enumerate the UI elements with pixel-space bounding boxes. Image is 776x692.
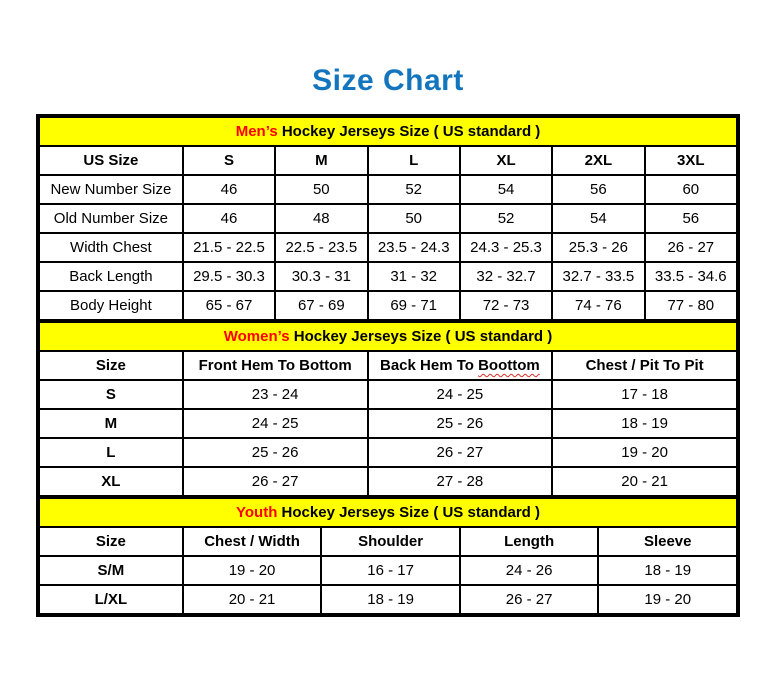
size-value-cell: 22.5 - 23.5 (275, 233, 367, 262)
size-value-cell: 46 (183, 175, 275, 204)
table-row (39, 204, 737, 233)
size-value-cell: 54 (552, 204, 644, 233)
column-header: Length (460, 527, 599, 556)
table-row (39, 262, 737, 291)
size-value-cell: 27 - 28 (368, 467, 553, 496)
size-value-cell: 33.5 - 34.6 (645, 262, 737, 291)
table-row (39, 438, 737, 467)
size-value-cell: 74 - 76 (552, 291, 644, 320)
youth-column-header-row (39, 527, 737, 556)
column-header: Sleeve (598, 527, 737, 556)
womens-size-table (38, 321, 738, 497)
table-row (39, 233, 737, 262)
column-header-misspelled (368, 351, 553, 380)
size-value-cell: 24 - 25 (368, 380, 553, 409)
size-value-cell: 25.3 - 26 (552, 233, 644, 262)
column-header: Shoulder (321, 527, 460, 556)
size-value-cell: 50 (368, 204, 460, 233)
size-value-cell: 77 - 80 (645, 291, 737, 320)
womens-section-band-row (39, 322, 737, 351)
size-chart-table (36, 114, 740, 617)
table-row (39, 175, 737, 204)
size-value-cell: 19 - 20 (183, 556, 322, 585)
row-label: Width Chest (39, 233, 183, 262)
size-value-cell: 25 - 26 (183, 438, 368, 467)
column-header: 2XL (552, 146, 644, 175)
mens-column-header-row (39, 146, 737, 175)
row-label: L (39, 438, 183, 467)
youth-section-header (39, 498, 737, 527)
mens-size-table (38, 116, 738, 321)
womens-section-header (39, 322, 737, 351)
size-value-cell: 24 - 25 (183, 409, 368, 438)
row-label: S/M (39, 556, 183, 585)
column-header: S (183, 146, 275, 175)
column-header: Chest / Pit To Pit (552, 351, 737, 380)
mens-section-header (39, 117, 737, 146)
size-value-cell: 48 (275, 204, 367, 233)
column-header: XL (460, 146, 552, 175)
size-value-cell: 18 - 19 (321, 585, 460, 614)
size-value-cell: 21.5 - 22.5 (183, 233, 275, 262)
womens-section-highlight: Women’s (223, 328, 290, 345)
size-value-cell: 24.3 - 25.3 (460, 233, 552, 262)
youth-section-highlight: Youth (236, 504, 278, 521)
size-value-cell: 18 - 19 (598, 556, 737, 585)
row-label: S (39, 380, 183, 409)
size-value-cell: 50 (275, 175, 367, 204)
size-value-cell: 24 - 26 (460, 556, 599, 585)
page-title: Size Chart (312, 64, 464, 97)
column-header: M (275, 146, 367, 175)
mens-section-band-row (39, 117, 737, 146)
size-value-cell: 25 - 26 (368, 409, 553, 438)
size-value-cell: 32.7 - 33.5 (552, 262, 644, 291)
size-value-cell: 54 (460, 175, 552, 204)
size-value-cell: 65 - 67 (183, 291, 275, 320)
size-value-cell: 52 (368, 175, 460, 204)
mens-section-title-rest: Hockey Jerseys Size ( US standard ) (277, 123, 541, 140)
youth-section-band-row (39, 498, 737, 527)
size-value-cell: 67 - 69 (275, 291, 367, 320)
size-value-cell: 23.5 - 24.3 (368, 233, 460, 262)
column-header: Front Hem To Bottom (183, 351, 368, 380)
row-label: L/XL (39, 585, 183, 614)
size-value-cell: 20 - 21 (183, 585, 322, 614)
column-header: Chest / Width (183, 527, 322, 556)
size-value-cell: 19 - 20 (552, 438, 737, 467)
size-value-cell: 46 (183, 204, 275, 233)
table-row (39, 409, 737, 438)
column-header: L (368, 146, 460, 175)
size-value-cell: 17 - 18 (552, 380, 737, 409)
womens-column-header-row (39, 351, 737, 380)
table-row (39, 585, 737, 614)
size-value-cell: 16 - 17 (321, 556, 460, 585)
size-value-cell: 18 - 19 (552, 409, 737, 438)
column-header: Size (39, 351, 183, 380)
back-hem-prefix: Back Hem To (380, 357, 479, 374)
womens-section-title-rest: Hockey Jerseys Size ( US standard ) (289, 328, 553, 345)
back-hem-misspelled-word: Boottom (478, 357, 540, 374)
row-label: New Number Size (39, 175, 183, 204)
youth-section-title-rest: Hockey Jerseys Size ( US standard ) (277, 504, 540, 521)
size-value-cell: 56 (645, 204, 737, 233)
size-value-cell: 19 - 20 (598, 585, 737, 614)
mens-section-highlight: Men’s (235, 123, 278, 140)
column-header: Size (39, 527, 183, 556)
size-value-cell: 29.5 - 30.3 (183, 262, 275, 291)
size-value-cell: 30.3 - 31 (275, 262, 367, 291)
size-value-cell: 26 - 27 (183, 467, 368, 496)
row-label: M (39, 409, 183, 438)
size-value-cell: 32 - 32.7 (460, 262, 552, 291)
row-label: Back Length (39, 262, 183, 291)
size-value-cell: 31 - 32 (368, 262, 460, 291)
row-label: XL (39, 467, 183, 496)
size-value-cell: 23 - 24 (183, 380, 368, 409)
table-row (39, 291, 737, 320)
row-label: Body Height (39, 291, 183, 320)
column-header: US Size (39, 146, 183, 175)
size-value-cell: 69 - 71 (368, 291, 460, 320)
size-value-cell: 26 - 27 (645, 233, 737, 262)
size-value-cell: 26 - 27 (460, 585, 599, 614)
size-value-cell: 20 - 21 (552, 467, 737, 496)
table-row (39, 556, 737, 585)
size-value-cell: 26 - 27 (368, 438, 553, 467)
size-value-cell: 72 - 73 (460, 291, 552, 320)
table-row (39, 380, 737, 409)
youth-size-table (38, 497, 738, 615)
row-label: Old Number Size (39, 204, 183, 233)
column-header: 3XL (645, 146, 737, 175)
size-value-cell: 52 (460, 204, 552, 233)
size-value-cell: 56 (552, 175, 644, 204)
table-row (39, 467, 737, 496)
size-value-cell: 60 (645, 175, 737, 204)
